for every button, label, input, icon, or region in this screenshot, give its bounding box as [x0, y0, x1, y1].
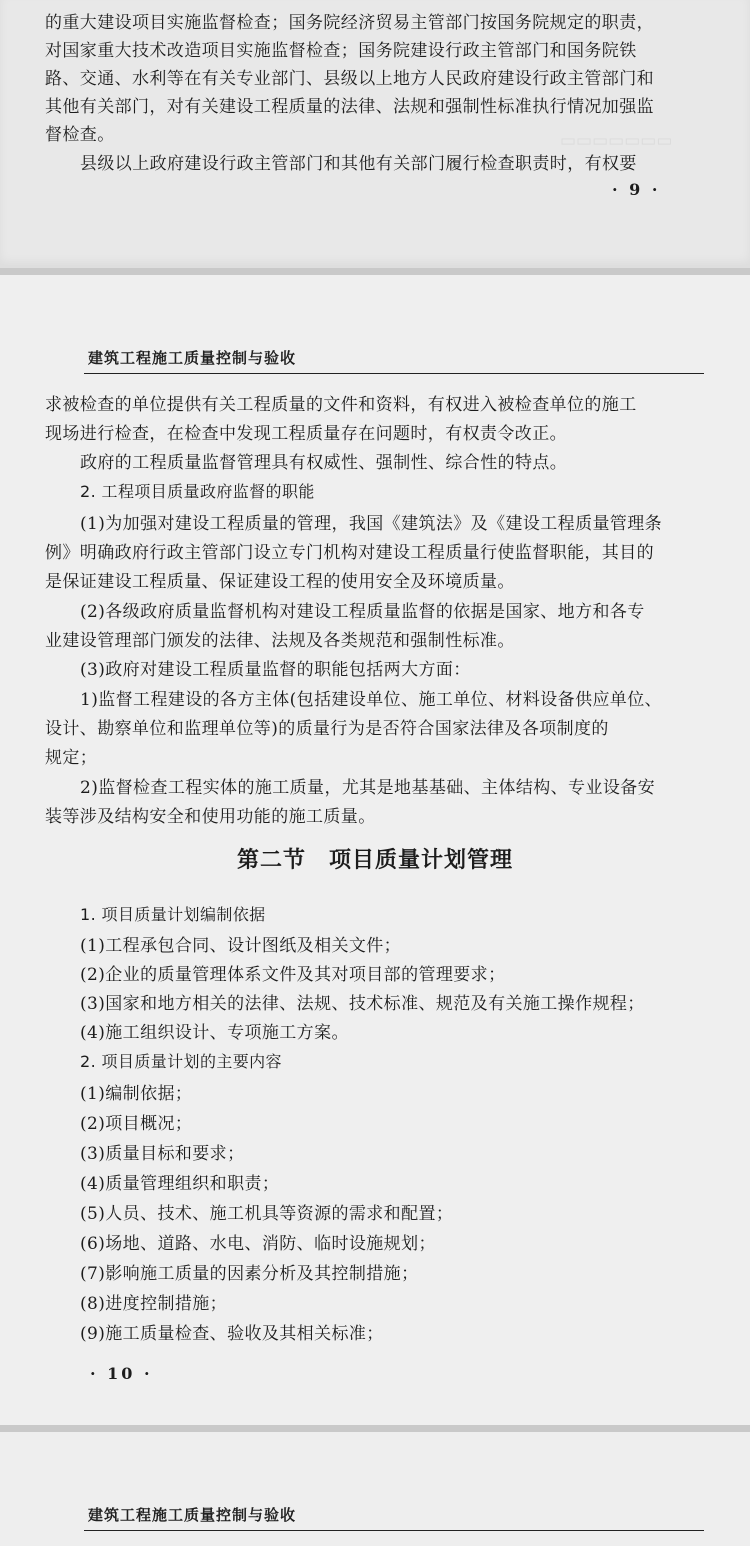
body-line: (2)各级政府质量监督机构对建设工程质量监督的依据是国家、地方和各专	[80, 602, 645, 622]
body-line: 的重大建设项目实施监督检查；国务院经济贸易主管部门按国务院规定的职责，	[45, 13, 654, 33]
header-rule	[84, 373, 704, 374]
body-line: (3)政府对建设工程质量监督的职能包括两大方面：	[80, 660, 471, 680]
body-line: 规定；	[45, 748, 98, 768]
list-item: (5)人员、技术、施工机具等资源的需求和配置；	[80, 1204, 454, 1224]
body-line: 装等涉及结构安全和使用功能的施工质量。	[45, 807, 376, 827]
body-line: 督检查。	[45, 125, 115, 145]
list-item: (1)工程承包合同、设计图纸及相关文件；	[80, 936, 402, 956]
top-page	[0, 0, 750, 268]
body-line: (1)为加强对建设工程质量的管理，我国《建筑法》及《建设工程质量管理条	[80, 514, 663, 534]
body-line: 政府的工程质量监督管理具有权威性、强制性、综合性的特点。	[80, 453, 568, 473]
body-line: 例》明确政府行政主管部门设立专门机构对建设工程质量行使监督职能，其目的	[45, 543, 654, 563]
subsection-heading: 1. 项目质量计划编制依据	[80, 905, 266, 924]
bottom-page	[0, 1432, 750, 1546]
list-item: (4)施工组织设计、专项施工方案。	[80, 1023, 349, 1043]
body-line: 对国家重大技术改造项目实施监督检查；国务院建设行政主管部门和国务院铁	[45, 41, 637, 61]
page-gap	[0, 1425, 750, 1432]
body-line: 县级以上政府建设行政主管部门和其他有关部门履行检查职责时，有权要	[80, 154, 637, 174]
list-item: (2)项目概况；	[80, 1114, 193, 1134]
body-line: 是保证建设工程质量、保证建设工程的使用安全及环境质量。	[45, 572, 515, 592]
body-line: 1)监督工程建设的各方主体(包括建设单位、施工单位、材料设备供应单位、	[80, 690, 663, 710]
list-item: (2)企业的质量管理体系文件及其对项目部的管理要求；	[80, 965, 506, 985]
body-line: 路、交通、水利等在有关专业部门、县级以上地方人民政府建设行政主管部门和	[45, 69, 654, 89]
list-item: (9)施工质量检查、验收及其相关标准；	[80, 1324, 384, 1344]
subsection-heading: 2. 项目质量计划的主要内容	[80, 1052, 282, 1071]
body-line: 现场进行检查，在检查中发现工程质量存在问题时，有权责令改正。	[45, 424, 567, 444]
subsection-heading: 2. 工程项目质量政府监督的职能	[80, 482, 315, 501]
list-item: (8)进度控制措施；	[80, 1294, 228, 1314]
list-item: (3)国家和地方相关的法律、法规、技术标准、规范及有关施工操作规程；	[80, 994, 645, 1014]
body-line: 业建设管理部门颁发的法律、法规及各类规范和强制性标准。	[45, 631, 515, 651]
body-line: 设计、勘察单位和监理单位等)的质量行为是否符合国家法律及各项制度的	[45, 719, 609, 739]
list-item: (3)质量目标和要求；	[80, 1144, 245, 1164]
list-item: (6)场地、道路、水电、消防、临时设施规划；	[80, 1234, 436, 1254]
middle-page	[0, 275, 750, 1425]
section-title: 第二节 项目质量计划管理	[236, 848, 513, 873]
page-number: · 10 ·	[90, 1364, 153, 1383]
running-header: 建筑工程施工质量控制与验收	[88, 1506, 297, 1524]
body-line: 2)监督检查工程实体的施工质量，尤其是地基基础、主体结构、专业设备安	[80, 778, 656, 798]
page-gap	[0, 268, 750, 275]
page-number: · 9 ·	[612, 180, 661, 199]
body-line: 其他有关部门，对有关建设工程质量的法律、法规和强制性标准执行情况加强监	[45, 97, 654, 117]
list-item: (1)编制依据；	[80, 1084, 193, 1104]
body-line: 求被检查的单位提供有关工程质量的文件和资料，有权进入被检查单位的施工	[45, 395, 637, 415]
header-rule	[84, 1530, 704, 1531]
bleed-through-text: ▭▭▭▭▭▭▭	[560, 131, 673, 151]
list-item: (7)影响施工质量的因素分析及其控制措施；	[80, 1264, 419, 1284]
running-header: 建筑工程施工质量控制与验收	[88, 349, 297, 367]
list-item: (4)质量管理组织和职责；	[80, 1174, 280, 1194]
